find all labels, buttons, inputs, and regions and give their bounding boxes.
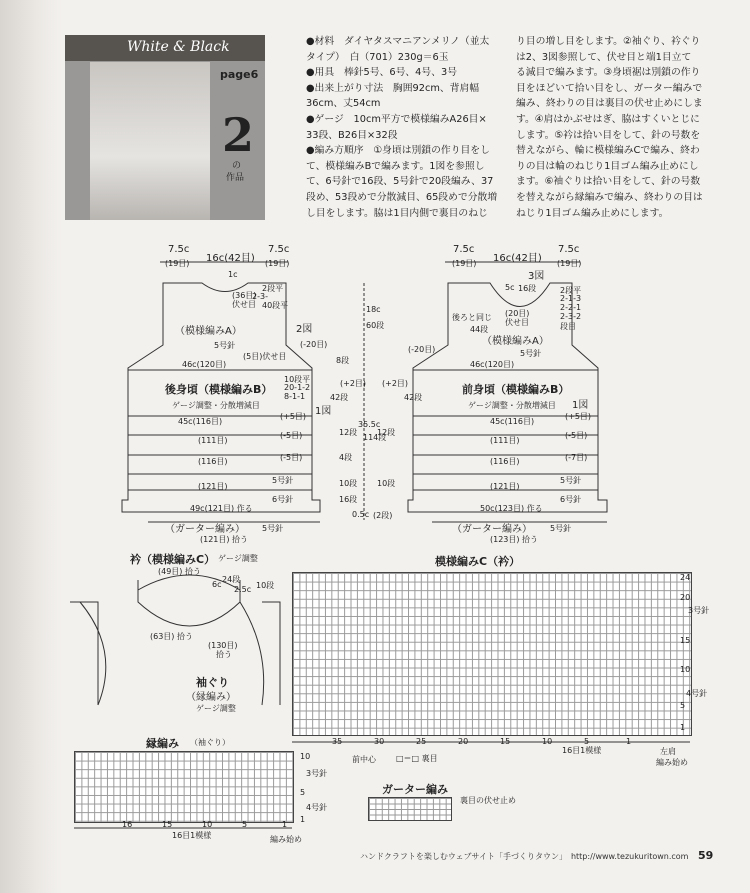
instructions-right-line: を替えながら縁編みで編み、終わりの目は: [516, 191, 703, 203]
instructions-right-line: す。④肩はかぶせはぎ、脇はすくいとじに: [516, 113, 700, 125]
pattern-c-tick: 5: [584, 737, 590, 746]
front-dec-1: 2段平: [560, 286, 582, 295]
instructions-right-line: は2、3図参照して、伏せ目と端1目立て: [516, 51, 692, 63]
front-top-left-stitches: (19目): [452, 259, 477, 268]
back-plus-2: (+2目): [340, 379, 367, 388]
front-width-46: 46c(120目): [470, 360, 515, 369]
instructions-left-line: し目をします。脇は1目内側で裏目のねじ: [306, 207, 488, 219]
front-title: 前身頃（模様編みB）: [462, 383, 570, 396]
collar-10rows: 10段: [256, 581, 275, 590]
back-dec-2: 2-3-: [252, 292, 268, 301]
front-needle-5-upper: 5号針: [520, 349, 542, 358]
collar-24rows: 24段: [222, 575, 241, 584]
front-needle-6: 6号針: [560, 495, 582, 504]
back-neck-bindoff: 伏せ目: [232, 300, 256, 309]
edge-tick: 10: [202, 820, 213, 829]
back-hem-cast-on: 49c(121目) 作る: [190, 504, 253, 513]
back-side-2: 20-1-2: [284, 383, 311, 392]
edge-needle3: 3号針: [306, 769, 328, 778]
garter-chart-title: ガーター編み: [382, 783, 448, 796]
pattern-c-repeat: 16目1模様: [562, 746, 602, 755]
front-neck-5c: 5c: [505, 283, 515, 292]
instructions-left-line: ●材料 ダイヤタスマニアンメリノ（並太: [306, 36, 490, 47]
collar-bottom-pickup: (63目) 拾う: [150, 632, 193, 641]
footer-website: ハンドクラフトを楽しむウェブサイト「手づくりタウン」 http://www.tezukuritown.com: [360, 852, 689, 861]
back-row-minus5: (-5目): [280, 431, 303, 440]
back-row-45: 45c(116目): [178, 417, 223, 426]
collection-tag: White & Black: [127, 39, 230, 55]
back-garter: （ガーター編み）: [165, 524, 245, 535]
front-minus-20: (-20目): [408, 345, 436, 354]
front-row-minus7: (-7目): [565, 453, 588, 462]
back-8rows: 8段: [336, 356, 350, 365]
instructions-left-line: て、模様編みBで編みます。1図を参照し: [306, 160, 485, 172]
front-hem-cast-on: 50c(123目) 作る: [480, 504, 543, 513]
back-row-121: (121目): [198, 482, 228, 491]
center-114rows: 114段: [363, 433, 387, 442]
front-top-center-width: 16c(42目): [493, 253, 542, 264]
pattern-c-row1: 1: [680, 723, 686, 732]
sleeve-subtitle: （縁編み）: [186, 692, 236, 703]
pattern-c-chart: [292, 572, 692, 736]
back-dec-1: 2段平: [262, 284, 284, 293]
front-row-45: 45c(116目): [490, 417, 535, 426]
edge-row5: 5: [300, 788, 306, 797]
front-44rows: 44段: [470, 325, 489, 334]
instructions-right-line: ます。⑥袖ぐりは拾い目をして、針の号数: [516, 176, 701, 188]
back-garter-needle: 5号針: [262, 524, 284, 533]
front-garter: （ガーター編み）: [452, 524, 532, 535]
sleeve-gauge: ゲージ調整: [196, 704, 236, 713]
instructions-left-line: ●用具 棒針5号、6号、4号、3号: [306, 67, 458, 79]
instructions-right-line: 替えながら、輪に模様編みCで編み、終わ: [516, 145, 700, 157]
center-4rows: 4段: [339, 453, 353, 462]
pattern-number-work: 作品: [226, 173, 245, 183]
instructions-right-line: 編み、終わりの目は裏目の伏せ止めにしま: [516, 98, 703, 110]
pattern-c-start: 編み始め: [656, 758, 688, 767]
edge-repeat: 16目1模様: [172, 831, 212, 840]
front-fig-3: 3図: [528, 271, 545, 282]
front-pattern-a: （模様編みA）: [482, 336, 549, 347]
front-row-plus5: (+5目): [565, 412, 592, 421]
instructions-left-line: ●出来上がり寸法 胸囲92cm、背肩幅: [306, 82, 480, 94]
back-side-3: 8-1-1: [284, 392, 306, 401]
back-width-46: 46c(120目): [182, 360, 227, 369]
edge-start: 編み始め: [270, 835, 302, 844]
pattern-c-tick: 1: [626, 737, 632, 746]
back-side-1: 10段平: [284, 375, 311, 384]
instructions-left-line: て、6号針で16段、5号針で20段編み、37: [306, 176, 494, 188]
edge-tick: 16: [122, 820, 133, 829]
pattern-c-row15: 15: [680, 636, 691, 645]
front-neck-20: (20目): [505, 309, 530, 318]
front-row-121: (121目): [490, 482, 520, 491]
back-fig-2: 2図: [296, 324, 313, 335]
back-title: 後身頃（模様編みB）: [165, 383, 273, 396]
back-42rows: 42段: [330, 393, 349, 402]
back-dec-3: 40段平: [262, 301, 289, 310]
back-pattern-a: （模様編みA）: [175, 326, 242, 337]
back-neck-1c: 1c: [228, 270, 238, 279]
center-12rows: 12段: [339, 428, 358, 437]
center-16rows: 16段: [339, 495, 358, 504]
pattern-c-tick: 30: [374, 737, 385, 746]
back-row-111: (111目): [198, 436, 228, 445]
edge-tick: 1: [282, 820, 288, 829]
back-pickup: (121目) 拾う: [200, 535, 249, 544]
front-pickup: (123目) 拾う: [490, 535, 539, 544]
center-2rows: (2段): [373, 511, 393, 520]
front-same-as-back: 後ろと同じ: [452, 313, 492, 322]
pattern-c-tick: 10: [542, 737, 553, 746]
pattern-c-row24: 24: [680, 573, 691, 582]
collar-2-5c: 2.5c: [234, 585, 252, 594]
center-18c: 18c: [366, 305, 381, 314]
pattern-c-tick: 20: [458, 737, 469, 746]
instructions-left-line: 段め、53段めで分散減目、65段めで分散増: [306, 191, 498, 203]
instructions-left-line: ●編み方順序 ①身頃は別鎖の作り目をし: [306, 145, 490, 157]
back-row-plus5: (+5目): [280, 412, 307, 421]
instructions-right-line: り目の増し目をします。②袖ぐり、衿ぐり: [516, 36, 701, 47]
collar-top-pickup: (49目) 拾う: [158, 567, 201, 576]
instructions-left-line: タイプ） 白（701）230g＝6玉: [306, 51, 449, 63]
page-reference: page6: [220, 68, 259, 81]
front-garter-needle: 5号針: [550, 524, 572, 533]
edge-tick: 15: [162, 820, 173, 829]
center-0-5c: 0.5c: [352, 510, 370, 519]
center-12rows-b: 12段: [377, 428, 396, 437]
back-neck-stitches: (36目): [232, 291, 257, 300]
instructions-left-line: ●ゲージ 10cm平方で模様編みA26目×: [306, 113, 487, 125]
front-top-right-width: 7.5c: [558, 244, 580, 255]
back-subtitle: ゲージ調整・分散増減目: [172, 401, 260, 410]
front-neck-16rows: 16段: [518, 284, 537, 293]
collar-6c: 6c: [212, 580, 222, 589]
back-row-minus5b: (-5目): [280, 453, 303, 462]
edge-subtitle: （袖ぐり）: [190, 738, 230, 747]
center-35-5c: 35.5c: [358, 420, 381, 429]
center-10rows: 10段: [339, 479, 358, 488]
back-top-center-width: 16c(42目): [206, 253, 255, 264]
front-row-111: (111目): [490, 436, 520, 445]
front-top-right-stitches: (19目): [557, 259, 582, 268]
pattern-c-tick: 15: [500, 737, 511, 746]
left-shoulder-label: 左肩: [660, 747, 676, 756]
pattern-c-title: 模様編みC（衿）: [435, 555, 521, 568]
back-row-116: (116目): [198, 457, 228, 466]
center-60rows: 60段: [366, 321, 385, 330]
instructions-right-line: 目をほどいて拾い目をし、ガーター編みで: [516, 82, 703, 94]
back-top-left-width: 7.5c: [168, 244, 190, 255]
collar-subtitle: ゲージ調整: [218, 554, 258, 563]
pattern-c-legend: □＝□ 裏目: [396, 754, 438, 763]
armhole-pickup: 拾う: [216, 650, 232, 659]
pattern-c-tick: 35: [332, 737, 343, 746]
pattern-c-row5: 5: [680, 701, 686, 710]
back-top-right-stitches: (19目): [265, 259, 290, 268]
front-dec-4: 2-3-2: [560, 312, 582, 321]
instructions-right-line: します。⑤衿は拾い目をして、針の号数を: [516, 129, 701, 141]
edge-row10: 10: [300, 752, 311, 761]
garter-chart-note: 裏目の伏せ止め: [460, 796, 516, 805]
back-needle-5-lower: 5号針: [272, 476, 294, 485]
center-10rows-b: 10段: [377, 479, 396, 488]
back-top-right-width: 7.5c: [268, 244, 290, 255]
front-dec-5: 段目: [560, 322, 576, 331]
back-needle-5-upper: 5号針: [214, 341, 236, 350]
back-minus-20: (-20目): [300, 340, 328, 349]
front-plus-2: (+2目): [382, 379, 409, 388]
front-top-left-width: 7.5c: [453, 244, 475, 255]
pattern-c-row20: 20: [680, 593, 691, 602]
edge-pattern-chart: [74, 751, 294, 823]
collar-title: 衿（模様編みC）: [130, 553, 216, 566]
pattern-c-needle4: 4号針: [686, 689, 708, 698]
pattern-c-tick: 25: [416, 737, 427, 746]
back-fig-1: 1図: [315, 406, 332, 417]
sleeve-title: 袖ぐり: [196, 676, 229, 689]
instructions-right-line: りの目は輪のねじり1目ゴム編み止めにし: [516, 160, 699, 172]
front-neck-bindoff: 伏せ目: [505, 318, 529, 327]
garter-chart: [368, 797, 452, 821]
front-fig-1: 1図: [572, 400, 589, 411]
instructions-left-line: 36cm、丈54cm: [306, 98, 381, 110]
pattern-c-row10: 10: [680, 665, 691, 674]
page-number: 59: [698, 849, 714, 862]
pattern-c-needle3: 3号針: [688, 606, 710, 615]
front-needle-5-lower: 5号針: [560, 476, 582, 485]
instructions-left-line: 33段、B26目×32段: [306, 129, 398, 141]
edge-row1: 1: [300, 815, 306, 824]
pattern-number-no: の: [232, 161, 242, 171]
back-needle-6: 6号針: [272, 495, 294, 504]
front-42rows: 42段: [404, 393, 423, 402]
front-dec-3: 2-2-1: [560, 303, 582, 312]
armhole-stitches: (130目): [208, 641, 238, 650]
front-dec-2: 2-1-3: [560, 294, 582, 303]
instructions-right-line: る減目で編みます。③身頃裾は別鎖の作り: [516, 67, 701, 79]
front-center-label: 前中心: [352, 755, 376, 764]
front-subtitle: ゲージ調整・分散増減目: [468, 401, 556, 410]
pattern-number: 2: [222, 108, 255, 162]
back-top-left-stitches: (19目): [165, 259, 190, 268]
edge-tick: 5: [242, 820, 248, 829]
front-row-minus5: (-5目): [565, 431, 588, 440]
front-row-116: (116目): [490, 457, 520, 466]
edge-needle4: 4号針: [306, 803, 328, 812]
instructions-right-line: ねじり1目ゴム編み止めにします。: [516, 207, 669, 219]
back-bind-5: (5目)伏せ目: [243, 352, 287, 361]
edge-title: 縁編み: [146, 737, 179, 750]
